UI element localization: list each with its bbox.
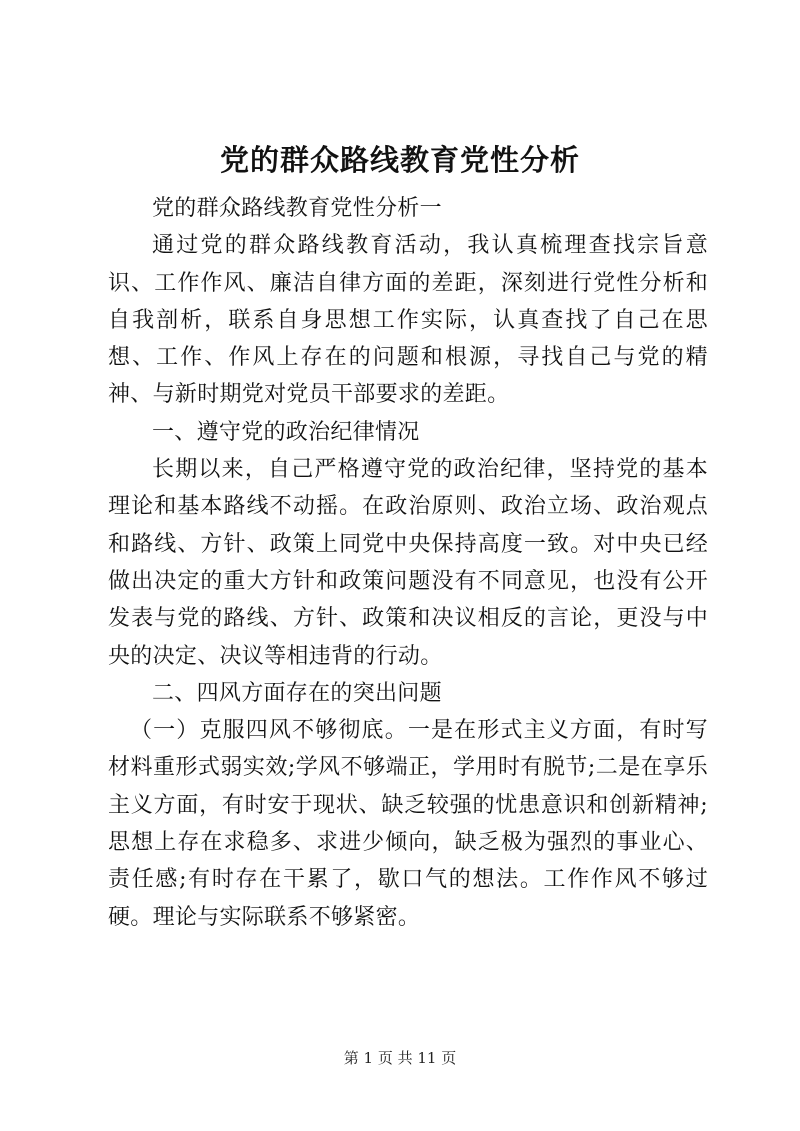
paragraph-intro: 通过党的群众路线教育活动，我认真梳理查找宗旨意识、工作作风、廉洁自律方面的差距，深刻进行党性分析和自我剖析，联系自身思想工作实际，认真查找了自己在思想、工作、作风上存在的问题和根源，寻找自己与党的精神、与新时期党对党员干部要求的差距。 xyxy=(108,233,708,408)
section-subtitle: 党的群众路线教育党性分析一 xyxy=(152,196,442,221)
page-footer xyxy=(0,1048,800,1068)
document-title: 党的群众路线教育党性分析 xyxy=(219,143,580,177)
paragraph-political-discipline: 长期以来，自己严格遵守党的政治纪律，坚持党的基本理论和基本路线不动摇。在政治原则、政治立场、政治观点和路线、方针、政策上同党中央保持高度一致。对中央已经做出决定的重大方针和政策问题没有不同意见，也没有公开发表与党的路线、方针、政策和决议相反的言论，更没与中央的决定、决议等相违背的行动。 xyxy=(108,457,708,669)
paragraph-four-winds: （一）克服四风不够彻底。一是在形式主义方面，有时写材料重形式弱实效;学风不够端正，学用时有脱节;二是在享乐主义方面，有时安于现状、缺乏较强的忧患意识和创新精神;思想上存在求稳多、求进少倾向，缺乏极为强烈的事业心、责任感;有时存在干累了，歇口气的想法。工作作风不够过硬。理论与实际联系不够紧密。 xyxy=(108,718,708,930)
page-number-label: 第 1 页 共 11 页 xyxy=(343,1049,457,1067)
document-body xyxy=(108,190,708,936)
heading-political-discipline: 一、遵守党的政治纪律情况 xyxy=(152,419,420,445)
heading-four-winds: 二、四风方面存在的突出问题 xyxy=(152,680,442,706)
